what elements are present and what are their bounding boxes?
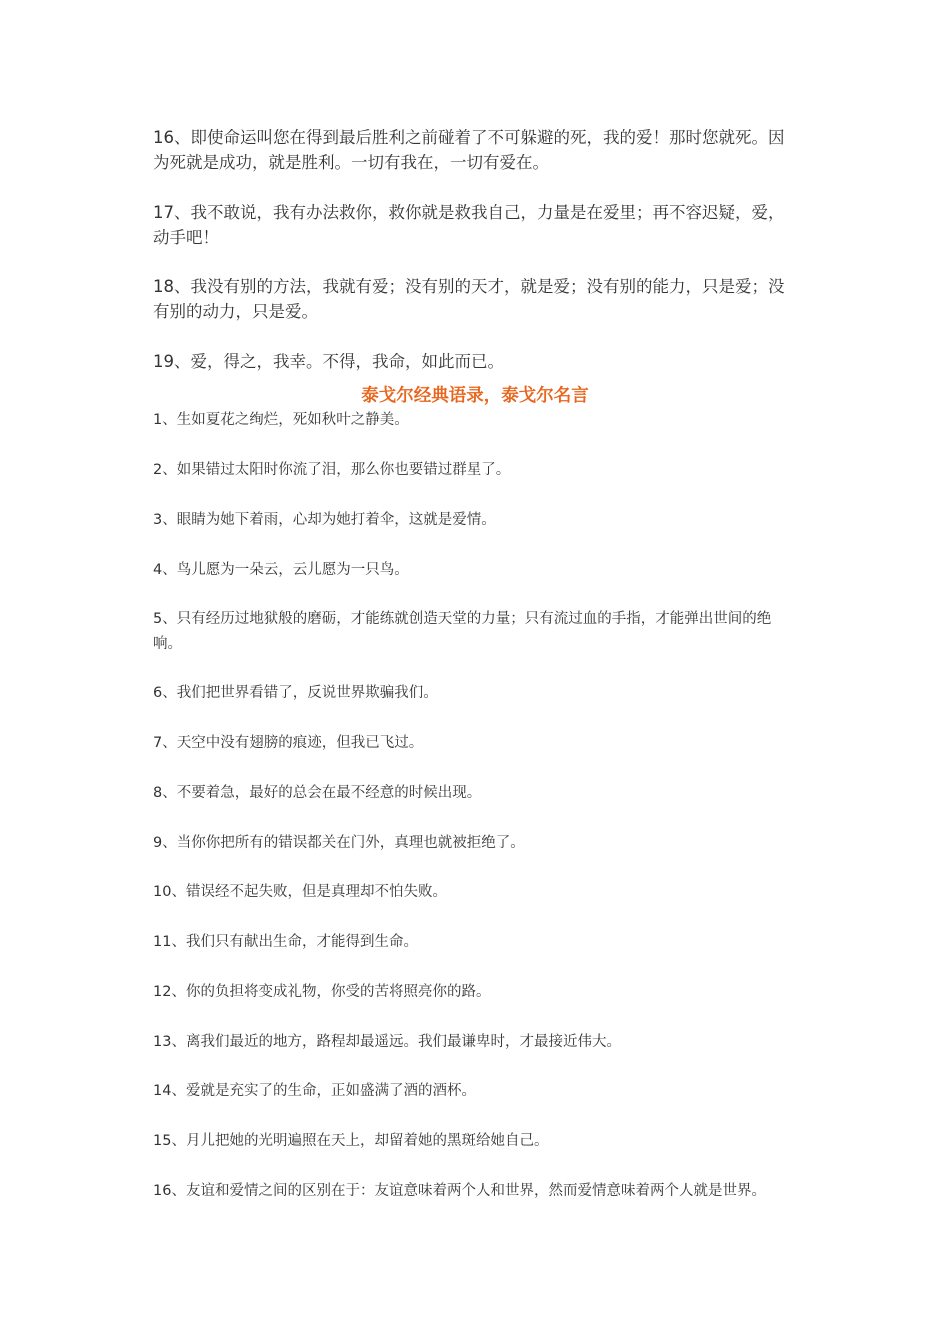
quote-paragraph: 18、我没有别的方法，我就有爱；没有别的天才，就是爱；没有别的能力，只是爱；没有别的动力，只是爱。	[153, 277, 785, 321]
quote-item: 7、天空中没有翅膀的痕迹，但我已飞过。	[153, 735, 424, 751]
quote-paragraph: 16、即使命运叫您在得到最后胜利之前碰着了不可躲避的死，我的爱！那时您就死。因为死就是成功，就是胜利。一切有我在，一切有爱在。	[153, 128, 785, 172]
quote-item: 6、我们把世界看错了，反说世界欺骗我们。	[153, 685, 438, 701]
quote-item: 1、生如夏花之绚烂，死如秋叶之静美。	[153, 412, 409, 428]
quote-item: 5、只有经历过地狱般的磨砺，才能练就创造天堂的力量；只有流过血的手指，才能弹出世间的绝响。	[153, 611, 772, 652]
quote-item: 3、眼睛为她下着雨，心却为她打着伞，这就是爱情。	[153, 512, 496, 528]
quote-item: 16、友谊和爱情之间的区别在于：友谊意味着两个人和世界，然而爱情意味着两个人就是世界。	[153, 1183, 766, 1199]
quote-item: 11、我们只有献出生命，才能得到生命。	[153, 934, 418, 950]
section-title: 泰戈尔经典语录，泰戈尔名言	[361, 386, 589, 406]
quote-item: 12、你的负担将变成礼物，你受的苦将照亮你的路。	[153, 984, 491, 1000]
quote-item: 10、错误经不起失败，但是真理却不怕失败。	[153, 884, 447, 900]
quote-item: 9、当你你把所有的错误都关在门外，真理也就被拒绝了。	[153, 835, 525, 851]
quote-item: 8、不要着急，最好的总会在最不经意的时候出现。	[153, 785, 482, 801]
quote-item: 4、鸟儿愿为一朵云，云儿愿为一只鸟。	[153, 562, 409, 578]
quote-item: 2、如果错过太阳时你流了泪，那么你也要错过群星了。	[153, 462, 511, 478]
quote-item: 13、离我们最近的地方，路程却最遥远。我们最谦卑时，才最接近伟大。	[153, 1034, 621, 1050]
quote-item: 15、月儿把她的光明遍照在天上，却留着她的黑斑给她自己。	[153, 1133, 549, 1149]
quote-item: 14、爱就是充实了的生命，正如盛满了酒的酒杯。	[153, 1083, 476, 1099]
quote-paragraph: 17、我不敢说，我有办法救你，救你就是救我自己，力量是在爱里；再不容迟疑，爱，动手吧！	[153, 203, 785, 247]
quote-paragraph: 19、爱，得之，我幸。不得，我命，如此而已。	[153, 352, 504, 371]
